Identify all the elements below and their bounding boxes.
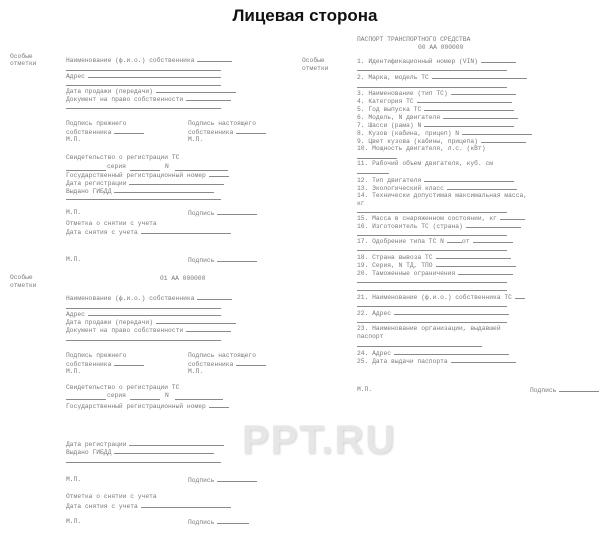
label: 5. Год выпуска ТС xyxy=(357,106,422,113)
fill-in-field[interactable] xyxy=(186,95,231,101)
label: Адрес xyxy=(66,73,85,80)
ownership-doc-field xyxy=(66,95,231,103)
fill-in-line[interactable] xyxy=(357,290,507,291)
form-text xyxy=(66,352,126,359)
label: М.П. xyxy=(66,368,82,375)
passport-item xyxy=(357,261,516,269)
form-text xyxy=(165,392,169,399)
label: Государственный регистрационный номер xyxy=(66,172,206,179)
form-text xyxy=(188,368,203,375)
label: Отметка о снятии с учета xyxy=(66,493,157,500)
label: Подпись прежнего xyxy=(66,352,127,359)
label: 22. Адрес xyxy=(357,310,392,317)
signature-field xyxy=(188,256,257,264)
signature-field xyxy=(530,386,599,394)
label: 14. Технически допустимая максимальная масса, xyxy=(357,192,528,199)
label: 4. Категория ТС xyxy=(357,98,414,105)
fill-in-line[interactable] xyxy=(357,322,507,323)
label: серия xyxy=(107,392,126,399)
new-owner-signature xyxy=(188,360,266,368)
passport-item xyxy=(357,357,516,365)
owner-name-field xyxy=(66,56,232,64)
passport-item xyxy=(357,214,525,222)
passport-item xyxy=(357,105,514,113)
passport-item xyxy=(357,57,516,65)
form-text xyxy=(66,493,157,500)
fill-in-field[interactable] xyxy=(217,209,257,215)
fill-in-field[interactable] xyxy=(209,171,229,177)
label: Наименование (ф.и.о.) собственника xyxy=(66,57,195,64)
fill-in-field[interactable] xyxy=(114,448,214,454)
fill-in-field[interactable] xyxy=(186,326,231,332)
fill-in-field[interactable] xyxy=(394,349,509,355)
label: 21. Наименование (ф.и.о.) собственника ТС xyxy=(357,294,512,301)
label: паспорт xyxy=(357,333,384,340)
label: М.П. xyxy=(66,476,82,483)
fill-in-field[interactable] xyxy=(394,309,509,315)
label: 20. Таможенные ограничения xyxy=(357,270,456,277)
label: Особые xyxy=(302,57,325,64)
label: Документ на право собственности xyxy=(66,327,184,334)
fill-in-line[interactable] xyxy=(357,306,507,307)
sale-date-field xyxy=(66,318,236,326)
passport-item xyxy=(357,253,511,261)
fill-in-field[interactable] xyxy=(236,360,266,366)
fill-in-field[interactable] xyxy=(559,386,599,392)
label: Подпись xyxy=(188,519,215,526)
fill-in-field[interactable] xyxy=(217,476,257,482)
fill-in-field[interactable] xyxy=(197,56,232,62)
fill-in-line[interactable] xyxy=(357,346,482,347)
passport-item xyxy=(357,137,526,145)
label: 8. Кузов (кабина, прицеп) N xyxy=(357,130,460,137)
passport-item xyxy=(357,113,518,121)
issued-by-field xyxy=(66,187,214,195)
document-number xyxy=(160,275,205,282)
label: отметки xyxy=(10,60,37,67)
fill-in-field[interactable] xyxy=(481,57,516,63)
fill-in-line[interactable] xyxy=(357,212,507,213)
label: М.П. xyxy=(188,368,204,375)
fill-in-field[interactable] xyxy=(217,256,257,262)
label: собственника xyxy=(66,129,112,136)
fill-in-line[interactable] xyxy=(357,282,507,283)
label: 13. Экологический класс xyxy=(357,185,444,192)
label: Подпись xyxy=(188,477,215,484)
document-number xyxy=(418,44,463,51)
label: Дата снятия с учета xyxy=(66,229,138,236)
label: Адрес xyxy=(66,311,85,318)
special-marks-label xyxy=(302,65,328,72)
fill-in-line[interactable] xyxy=(357,250,507,251)
fill-in-field[interactable] xyxy=(114,360,144,366)
reg-date-field xyxy=(66,179,224,187)
passport-header xyxy=(357,36,470,43)
fill-in-line[interactable] xyxy=(357,87,507,88)
label: Документ на право собственности xyxy=(66,96,184,103)
label: Выдано ГИБДД xyxy=(66,449,112,456)
label: М.П. xyxy=(66,518,82,525)
reg-date-field xyxy=(66,440,224,448)
fill-in-line[interactable] xyxy=(357,158,397,159)
label: Наименование (ф.и.о.) собственника xyxy=(66,295,195,302)
label: Свидетельство о регистрации ТС xyxy=(66,154,180,161)
fill-in-field[interactable] xyxy=(500,214,525,220)
passport-item xyxy=(357,222,521,230)
form-text xyxy=(188,352,256,359)
fill-in-line[interactable] xyxy=(357,70,507,71)
special-marks-label xyxy=(10,60,36,67)
fill-in-field[interactable] xyxy=(141,228,231,234)
passport-item xyxy=(357,309,509,317)
label: Подпись прежнего xyxy=(66,120,127,127)
label: 2. Марка, модель ТС xyxy=(357,74,429,81)
issued-by-field xyxy=(66,448,214,456)
form-text xyxy=(188,136,203,143)
ownership-doc-field xyxy=(66,326,231,334)
label: 23. Наименование организации, выдавшей xyxy=(357,325,501,332)
label: Подпись xyxy=(188,210,215,217)
dereg-date-field xyxy=(66,228,231,236)
address-field xyxy=(66,310,221,318)
owner-name-field xyxy=(66,294,232,302)
sale-date-field xyxy=(66,87,236,95)
label: 16. Изготовитель ТС (страна) xyxy=(357,223,463,230)
label: 10. Мощность двигателя, л.с. (кВт) xyxy=(357,145,486,152)
new-owner-signature xyxy=(188,128,266,136)
page-title: Лицевая сторона xyxy=(232,6,378,25)
label: Подпись настоящего xyxy=(188,120,257,127)
fill-in-field[interactable] xyxy=(432,73,527,79)
passport-item xyxy=(357,176,514,184)
form-text xyxy=(165,163,169,170)
form-text xyxy=(357,386,372,393)
prev-owner-signature xyxy=(66,360,144,368)
fill-in-field[interactable] xyxy=(481,137,526,143)
label: 11. Рабочий объем двигателя, куб. см xyxy=(357,160,494,167)
label: N xyxy=(165,392,169,399)
form-text xyxy=(66,518,81,525)
fill-in-field[interactable] xyxy=(436,261,516,267)
fill-in-field[interactable] xyxy=(447,184,517,190)
label: М.П. xyxy=(66,136,82,143)
fill-in-line[interactable] xyxy=(66,340,221,341)
fill-in-line[interactable] xyxy=(357,173,389,174)
form-text xyxy=(107,163,126,170)
passport-item xyxy=(357,184,517,192)
special-marks-label xyxy=(10,274,33,281)
label: М.П. xyxy=(66,209,82,216)
label: Дата снятия с учета xyxy=(66,503,138,510)
label: отметки xyxy=(302,65,329,72)
passport-item xyxy=(357,97,512,105)
label: Свидетельство о регистрации ТС xyxy=(66,384,180,391)
signature-field xyxy=(188,518,249,526)
fill-in-field[interactable] xyxy=(114,128,144,134)
form-text xyxy=(66,256,81,263)
passport-item xyxy=(357,237,462,245)
label: Дата продажи (передачи) xyxy=(66,88,153,95)
label: собственника xyxy=(66,361,112,368)
form-text xyxy=(66,220,157,227)
fill-in-line[interactable] xyxy=(175,399,223,400)
label: М.П. xyxy=(66,256,82,263)
signature-field xyxy=(188,209,257,217)
label: 7. Шасси (рама) N xyxy=(357,122,422,129)
passport-item xyxy=(357,129,532,137)
fill-in-field[interactable] xyxy=(141,502,231,508)
fill-in-line[interactable] xyxy=(130,399,160,400)
fill-in-field[interactable] xyxy=(436,253,511,259)
signature-field xyxy=(188,476,257,484)
label: 18. Страна вывоза ТС xyxy=(357,254,433,261)
label: 9. Цвет кузова (кабины, прицепа) xyxy=(357,138,478,145)
form-text xyxy=(66,136,81,143)
fill-in-field[interactable] xyxy=(473,237,513,243)
label: кг xyxy=(357,200,365,207)
label: Отметка о снятии с учета xyxy=(66,220,157,227)
fill-in-line[interactable] xyxy=(66,108,221,109)
passport-item xyxy=(357,349,509,357)
label: Государственный регистрационный номер xyxy=(66,403,206,410)
fill-in-field[interactable] xyxy=(451,89,516,95)
label: Особые xyxy=(10,274,33,281)
special-marks-label xyxy=(10,282,36,289)
fill-in-line[interactable] xyxy=(66,85,221,86)
label: ПАСПОРТ ТРАНСПОРТНОГО СРЕДСТВА xyxy=(357,36,471,43)
fill-in-field[interactable] xyxy=(114,187,214,193)
passport-item xyxy=(357,200,365,207)
fill-in-field[interactable] xyxy=(197,294,232,300)
passport-item xyxy=(357,293,525,301)
passport-item xyxy=(357,192,527,199)
label: 1. Идентификационный номер (VIN) xyxy=(357,58,478,65)
passport-item xyxy=(357,145,485,152)
form-text xyxy=(66,384,179,391)
label: Особые xyxy=(10,53,33,60)
fill-in-field[interactable] xyxy=(451,357,516,363)
label: 01 АА 000000 xyxy=(160,275,206,282)
label: 6. Модель, N двигателя xyxy=(357,114,441,121)
watermark: PPT.RU xyxy=(242,418,397,462)
reg-number-field xyxy=(66,171,229,179)
fill-in-field[interactable] xyxy=(88,310,221,316)
prev-owner-signature xyxy=(66,128,144,136)
label: Дата регистрации xyxy=(66,180,127,187)
form-text xyxy=(66,476,81,483)
fill-in-line[interactable] xyxy=(357,235,507,236)
label: 15. Масса в снаряженном состоянии, кг xyxy=(357,215,497,222)
label: М.П. xyxy=(188,136,204,143)
label: Подпись xyxy=(530,387,557,394)
passport-item xyxy=(357,160,493,167)
fill-in-line[interactable] xyxy=(66,462,221,463)
passport-item xyxy=(357,333,383,340)
label: Подпись xyxy=(188,257,215,264)
form-text xyxy=(66,154,179,161)
fill-in-field[interactable] xyxy=(129,440,224,446)
label: 12. Тип двигателя xyxy=(357,177,422,184)
form-text xyxy=(107,392,126,399)
fill-in-field[interactable] xyxy=(515,293,525,299)
fill-in-line[interactable] xyxy=(66,70,221,71)
fill-in-field[interactable] xyxy=(462,129,532,135)
label: от xyxy=(462,238,470,245)
label: Дата регистрации xyxy=(66,441,127,448)
special-marks-label xyxy=(10,53,33,60)
fill-in-field[interactable] xyxy=(417,97,512,103)
fill-in-field[interactable] xyxy=(458,269,513,275)
label: 17. Одобрение типа ТС N xyxy=(357,238,444,245)
fill-in-field[interactable] xyxy=(156,318,236,324)
passport-item xyxy=(357,73,527,81)
label: Выдано ГИБДД xyxy=(66,188,112,195)
passport-item xyxy=(357,269,513,277)
fill-in-field[interactable] xyxy=(443,113,518,119)
label: 3. Наименование (тип ТС) xyxy=(357,90,448,97)
form-text xyxy=(188,120,256,127)
fill-in-field[interactable] xyxy=(447,237,462,243)
fill-in-field[interactable] xyxy=(424,105,514,111)
fill-in-field[interactable] xyxy=(236,128,266,134)
label: отметки xyxy=(10,282,37,289)
label: собственника xyxy=(188,361,234,368)
special-marks-label xyxy=(302,57,325,64)
fill-in-field[interactable] xyxy=(466,222,521,228)
label: собственника xyxy=(188,129,234,136)
dereg-date-field xyxy=(66,502,231,510)
label: серия xyxy=(107,163,126,170)
label: 24. Адрес xyxy=(357,350,392,357)
form-text xyxy=(66,368,81,375)
fill-in-field[interactable] xyxy=(217,518,249,524)
passport-item xyxy=(462,237,513,245)
fill-in-line[interactable] xyxy=(66,199,221,200)
fill-in-field[interactable] xyxy=(209,402,229,408)
fill-in-field[interactable] xyxy=(156,87,236,93)
label: Подпись настоящего xyxy=(188,352,257,359)
passport-item xyxy=(357,89,516,97)
label: 00 АА 000000 xyxy=(418,44,464,51)
passport-item xyxy=(357,121,514,129)
label: 25. Дата выдачи паспорта xyxy=(357,358,448,365)
label: М.П. xyxy=(357,386,373,393)
label: 19. Серия, N ТД, ТПО xyxy=(357,262,433,269)
fill-in-field[interactable] xyxy=(129,179,224,185)
form-text xyxy=(66,209,81,216)
fill-in-line[interactable] xyxy=(66,399,106,400)
fill-in-field[interactable] xyxy=(88,72,221,78)
label: N xyxy=(165,163,169,170)
address-field xyxy=(66,72,221,80)
fill-in-field[interactable] xyxy=(424,121,514,127)
passport-item xyxy=(357,325,501,332)
label: Дата продажи (передачи) xyxy=(66,319,153,326)
reg-number-field xyxy=(66,402,229,410)
form-text xyxy=(66,120,126,127)
fill-in-field[interactable] xyxy=(424,176,514,182)
fill-in-line[interactable] xyxy=(66,308,221,309)
